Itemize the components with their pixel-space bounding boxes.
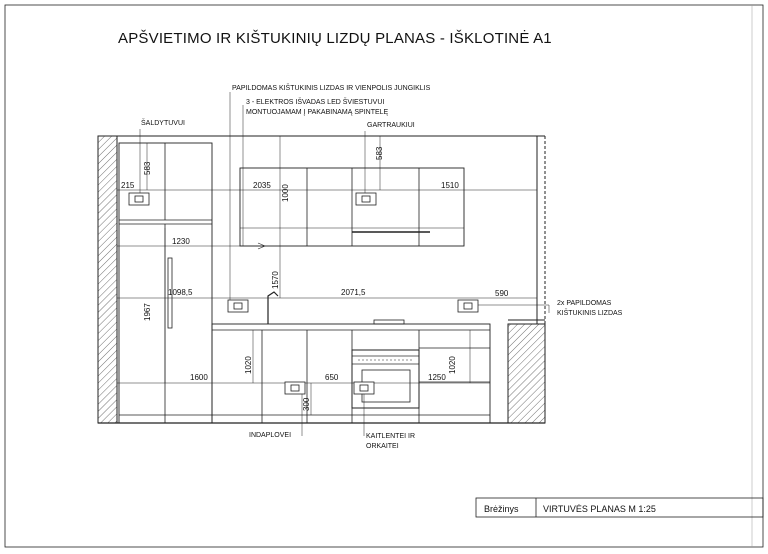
- dimension-1020-right: 1020: [448, 356, 457, 374]
- dimension-1020-left: 1020: [244, 356, 253, 374]
- label-hood: GARTRAUKIUI: [367, 122, 415, 129]
- label-extra-socket-switch: PAPILDOMAS KIŠTUKINIS LIZDAS IR VIENPOLIS JUNGIKLIS: [232, 85, 431, 92]
- dimension-590: 590: [495, 289, 509, 298]
- label-dishwasher: INDAPLOVEI: [249, 432, 292, 439]
- label-hob-line2: ORKAITEI: [366, 443, 399, 450]
- left-wall: [98, 136, 117, 423]
- title-block-value: VIRTUVĖS PLANAS M 1:25: [543, 504, 656, 514]
- dimension-215: 215: [121, 181, 135, 190]
- label-hob-line1: KAITLENTEI IR: [366, 433, 416, 440]
- right-wall-block: [508, 324, 545, 423]
- dimension-1230: 1230: [172, 237, 190, 246]
- dimension-1000: 1000: [281, 184, 290, 202]
- dimension-1098: 1098,5: [168, 288, 193, 297]
- label-led-line2: MONTUOJAMAM Į PAKABINAMĄ SPINTELĘ: [246, 109, 389, 116]
- dimension-1570: 1570: [271, 271, 280, 289]
- label-fridge: ŠALDYTUVUI: [141, 120, 185, 127]
- dimension-583-left: 583: [143, 161, 152, 175]
- dimension-1600: 1600: [190, 373, 208, 382]
- dimension-1967: 1967: [143, 303, 152, 321]
- dimension-300: 300: [302, 397, 311, 411]
- label-led-line1: 3 - ELEKTROS IŠVADAS LED ŠVIESTUVUI: [246, 99, 385, 106]
- dimension-1510: 1510: [441, 181, 459, 190]
- drawing-title: APŠVIETIMO IR KIŠTUKINIŲ LIZDŲ PLANAS - IŠKLOTINĖ A1: [118, 30, 552, 47]
- dimension-650: 650: [325, 373, 339, 382]
- label-extra-sockets-line1: 2x PAPILDOMAS: [557, 300, 612, 307]
- title-block-label: Brėžinys: [484, 504, 519, 514]
- dimension-2071: 2071,5: [341, 288, 366, 297]
- dimension-2035: 2035: [253, 181, 271, 190]
- dimension-1250: 1250: [428, 373, 446, 382]
- dimension-583-right: 583: [375, 146, 384, 160]
- label-extra-sockets-line2: KIŠTUKINIS LIZDAS: [557, 310, 623, 317]
